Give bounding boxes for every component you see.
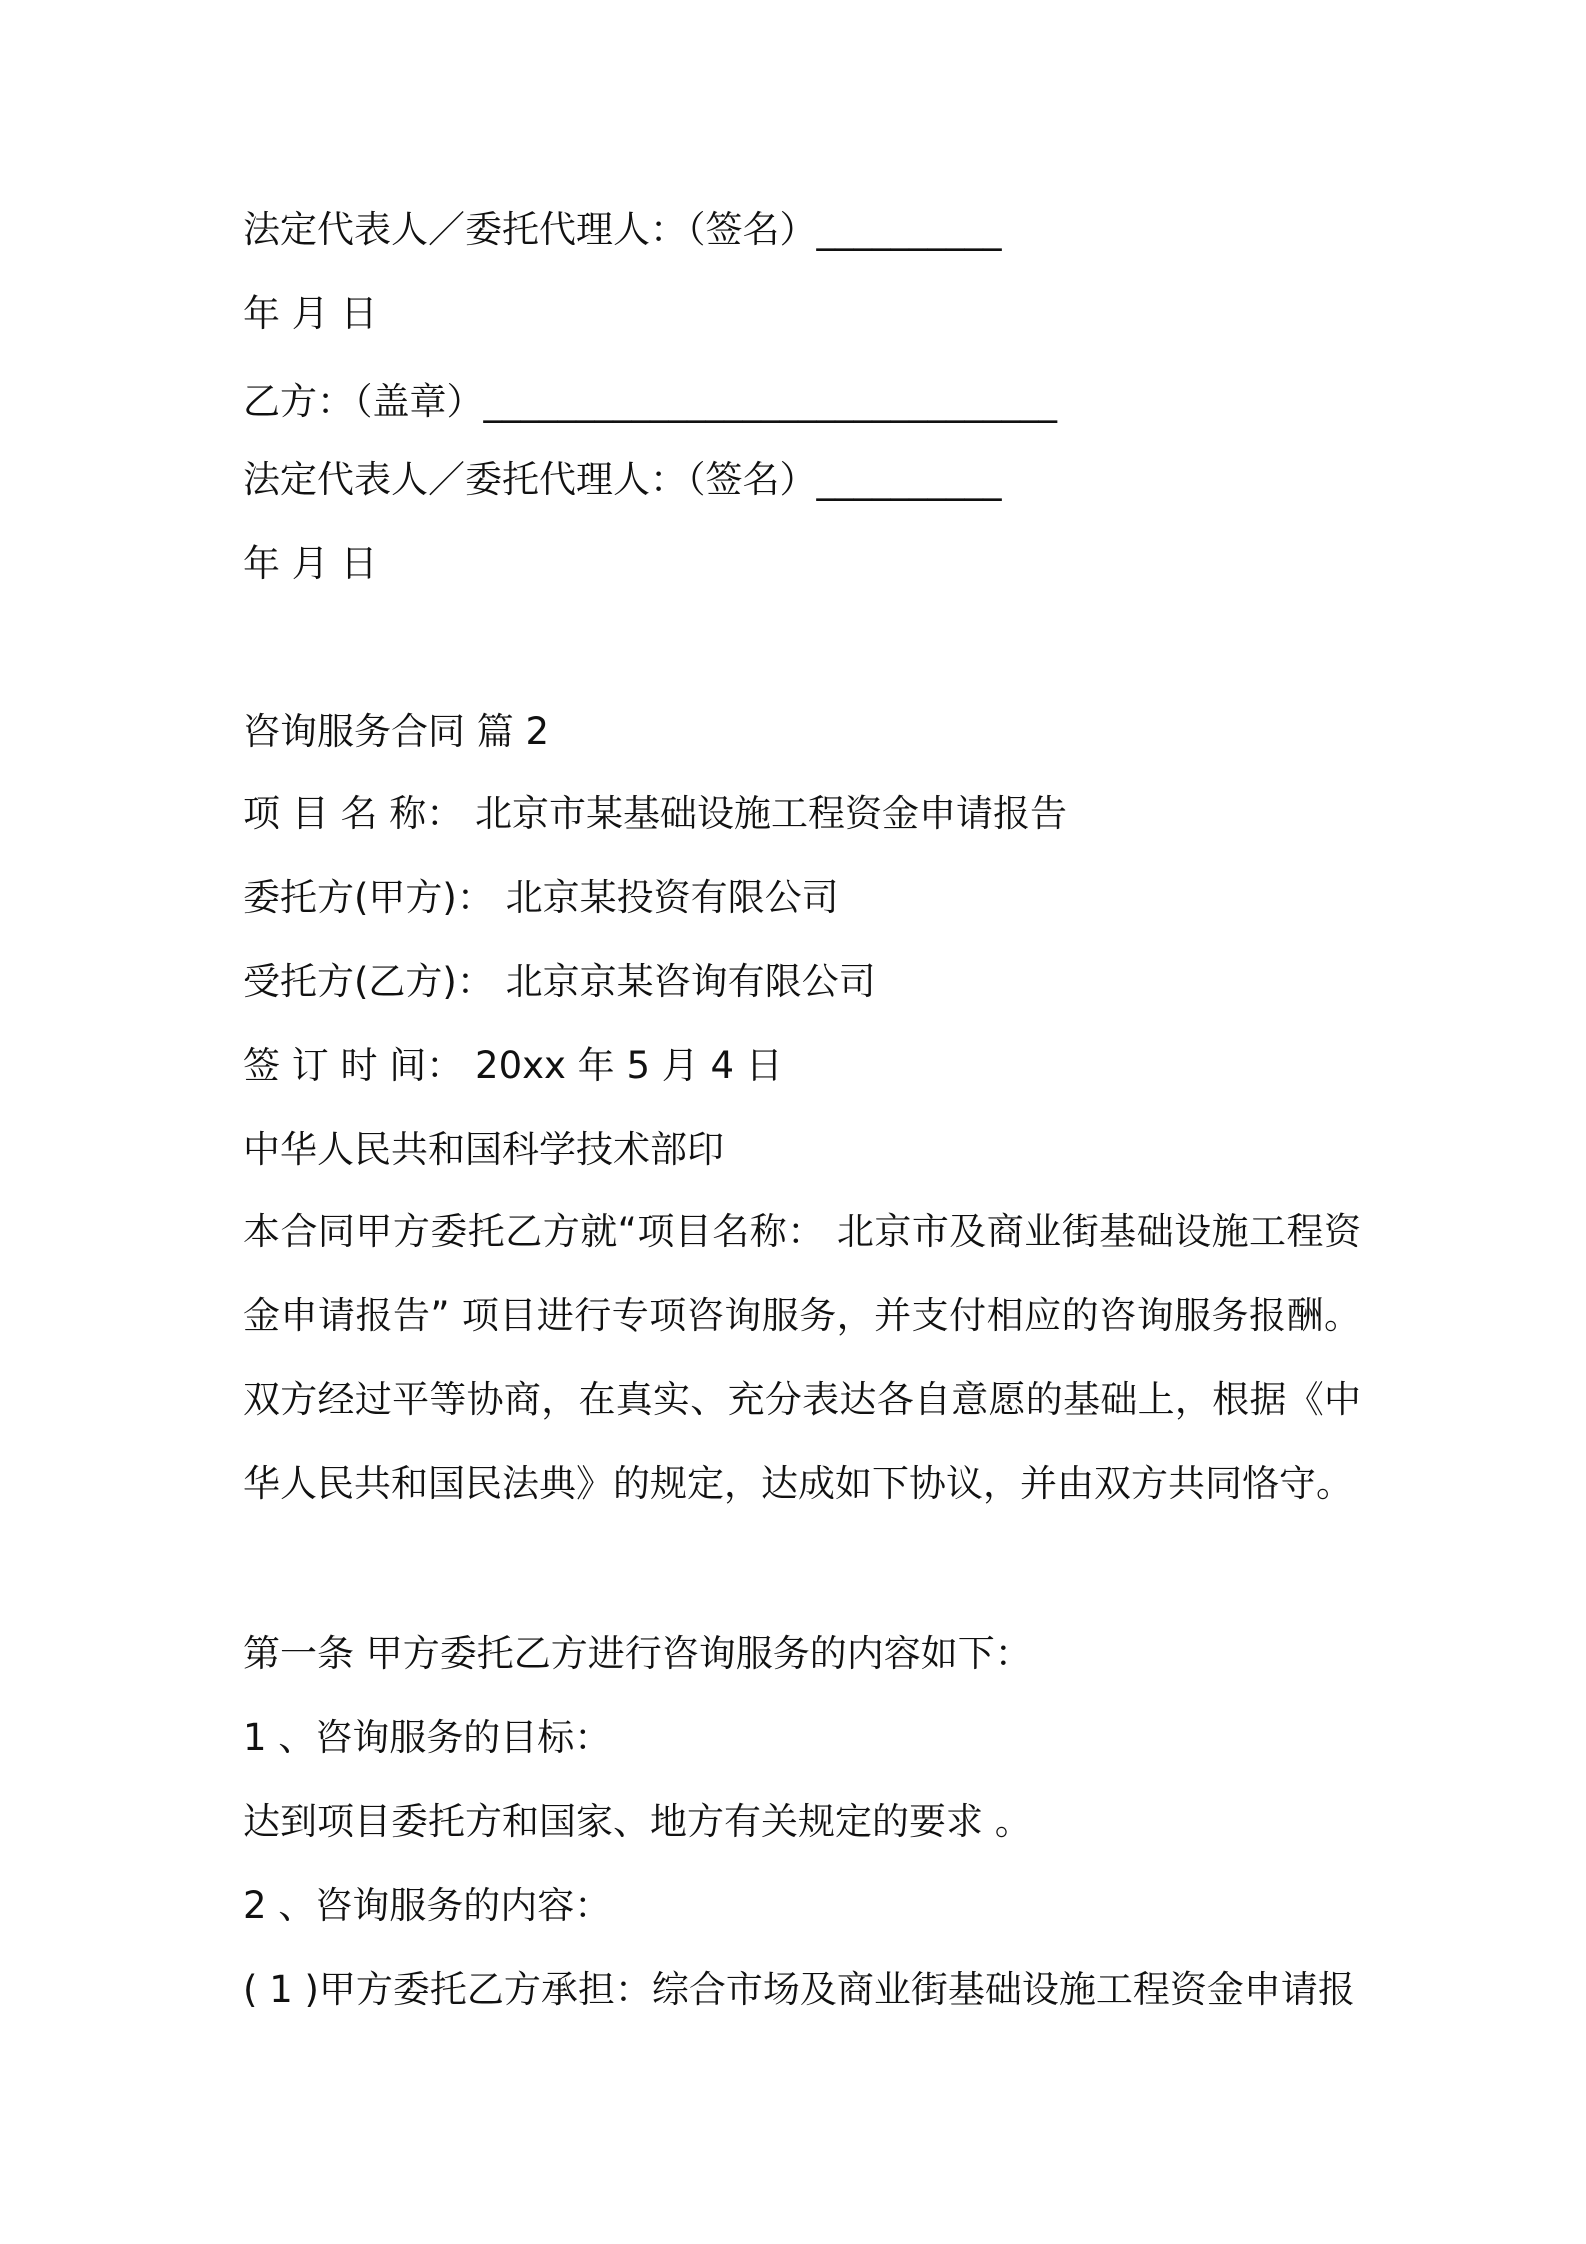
signing-date: 签 订 时 间： 20xx 年 5 月 4 日 [243, 1044, 783, 1087]
item-2-title: 2 、咨询服务的内容： [243, 1884, 612, 1927]
party-a-representative-signature: 法定代表人／委托代理人：（签名）__________ [243, 208, 1002, 251]
party-a-signing-date: 年 月 日 [243, 292, 378, 335]
contractor-party: 受托方(乙方)： 北京京某咨询有限公司 [243, 960, 876, 1003]
project-name: 项 目 名 称： 北京市某基础设施工程资金申请报告 [243, 792, 1068, 835]
item-1-title: 1 、咨询服务的目标： [243, 1716, 612, 1759]
party-b-representative-signature: 法定代表人／委托代理人：（签名）__________ [243, 458, 1002, 501]
client-party: 委托方(甲方)： 北京某投资有限公司 [243, 876, 839, 919]
issuer: 中华人民共和国科学技术部印 [243, 1128, 724, 1171]
party-b-seal: 乙方：（盖章）_______________________________ [243, 380, 1057, 423]
contract-preamble: 本合同甲方委托乙方就“项目名称： 北京市及商业街基础设施工程资金申请报告” 项目进行专项咨询服务，并支付相应的咨询服务报酬。双方经过平等协商，在真实、充分表达各自意愿的基础上，根据《中华人民共和国民法典》的规定，达成如下协议，并由双方共同恪守。 [243, 1210, 1361, 1505]
article-1-title: 第一条 甲方委托乙方进行咨询服务的内容如下： [243, 1632, 1032, 1675]
party-b-signing-date: 年 月 日 [243, 542, 378, 585]
item-2-sub-1: ( 1 )甲方委托乙方承担：综合市场及商业街基础设施工程资金申请报 [243, 1968, 1355, 2011]
contract-title: 咨询服务合同 篇 2 [243, 710, 550, 753]
item-1-text: 达到项目委托方和国家、地方有关规定的要求 。 [243, 1800, 1032, 1843]
